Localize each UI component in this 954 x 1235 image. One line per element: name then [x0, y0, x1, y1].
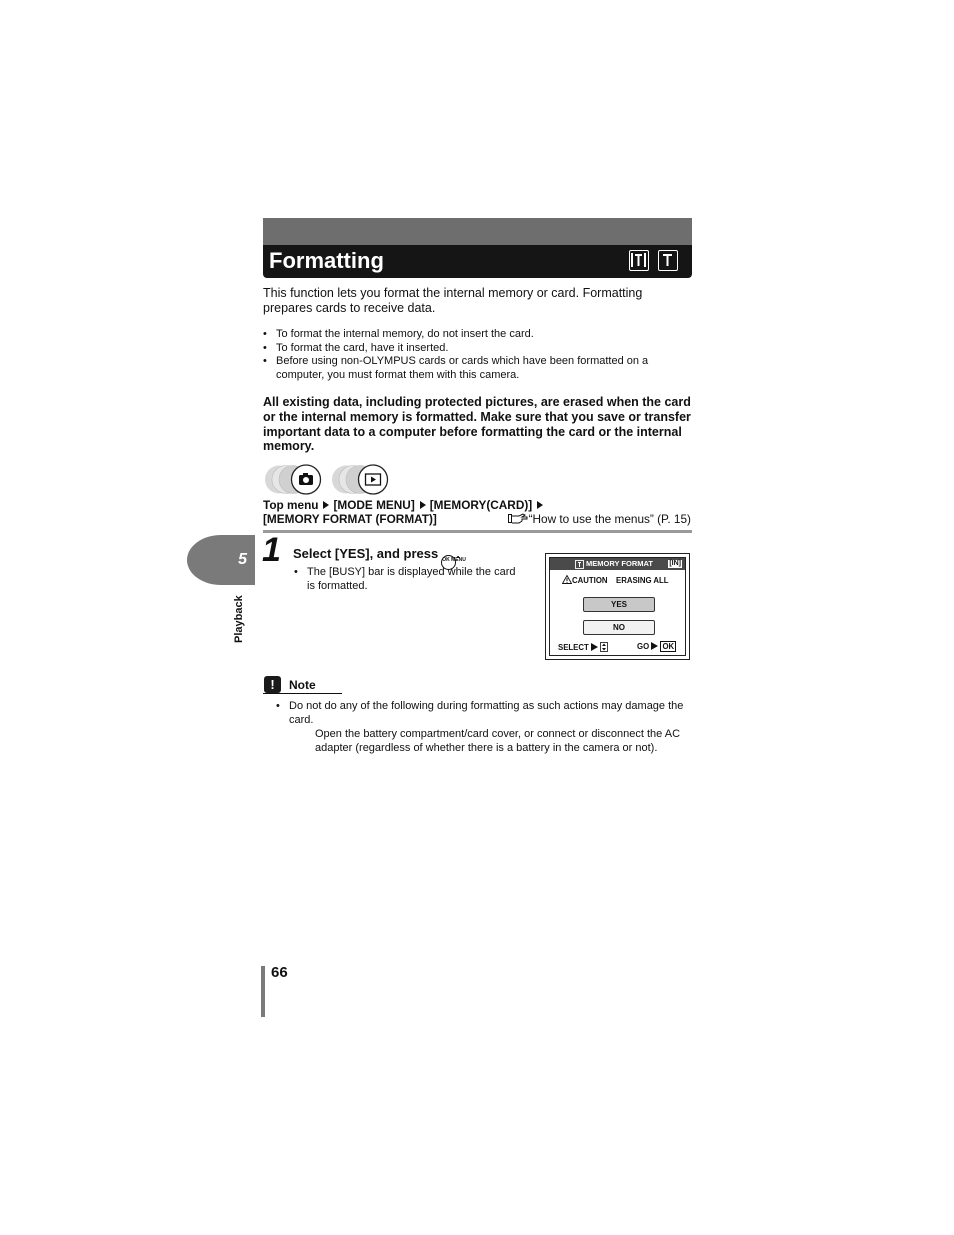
no-button[interactable]: NO: [583, 620, 655, 635]
lcd-memory-badge: [IN]: [669, 560, 681, 567]
yes-button[interactable]: YES: [583, 597, 655, 612]
lcd-header: [550, 558, 685, 570]
step-number: 1: [262, 531, 281, 569]
lcd-screen: [545, 553, 690, 660]
note-subtext: Open the battery compartment/card cover, or connect or disconnect the AC adapter (regardless of whether there is a battery in the camera or not).: [315, 728, 681, 754]
reference-hand-icon: [508, 513, 528, 524]
reference-text: “How to use the menus” (P. 15): [528, 512, 691, 526]
ok-menu-button-icon: OK MENU: [441, 555, 456, 570]
arrow-right-icon: [591, 643, 598, 651]
chapter-label: Playback: [233, 595, 245, 643]
arrow-right-icon: [420, 501, 426, 509]
arrow-right-icon: [651, 642, 658, 650]
menu-path-mode: [MODE MENU]: [333, 498, 415, 512]
internal-memory-icon: [629, 250, 649, 271]
divider: [263, 530, 692, 533]
page-title: Formatting: [269, 248, 384, 273]
lcd-ok-badge: OK: [662, 642, 675, 651]
intro-paragraph: This function lets you format the internal memory or card. Formatting prepares cards to receive data.: [263, 286, 643, 315]
menu-path-line-2: [263, 512, 437, 526]
internal-memory-icon: [575, 560, 584, 569]
warning-paragraph: All existing data, including protected pictures, are erased when the card or the internal memory is formatted. Make sure that you save or transfer important data to a computer before formatting the card or the internal memory.: [263, 395, 691, 454]
menu-path-memory-card: [MEMORY(CARD)]: [429, 498, 533, 512]
note-label: Note: [289, 678, 316, 692]
list-item: • The [BUSY] bar is displayed while the card is formatted.: [294, 566, 519, 593]
card-memory-icon: [658, 250, 678, 271]
list-item: • Do not do any of the following during formatting as such actions may damage the card.: [276, 700, 696, 727]
page-reference: [508, 512, 691, 526]
chapter-tab: [187, 535, 255, 585]
up-down-arrows-icon: [600, 642, 608, 652]
note-underline: [263, 693, 342, 694]
title-bar-top: [263, 218, 692, 245]
lcd-frame: [549, 557, 686, 656]
note-alert-icon: !: [264, 676, 281, 693]
lcd-header-title: MEMORY FORMAT: [586, 559, 653, 568]
playback-mode-icon: [331, 464, 393, 495]
menu-path-memory-format: [MEMORY FORMAT (FORMAT)]: [263, 512, 437, 526]
chapter-number: 5: [238, 551, 247, 568]
lcd-select-text: SELECT: [558, 643, 589, 652]
caution-icon: [562, 575, 572, 584]
list-item: • Before using non-OLYMPUS cards or cards which have been formatted on a computer, you must format them with this camera.: [263, 355, 693, 382]
menu-path-line-1: [263, 498, 547, 512]
lcd-erasing-text: ERASING ALL: [616, 576, 669, 585]
shooting-mode-icon: [264, 464, 326, 495]
arrow-right-icon: [323, 501, 329, 509]
list-item: • To format the card, have it inserted.: [263, 342, 693, 356]
lcd-select-hint: [558, 642, 608, 653]
lcd-go-hint: [637, 642, 676, 652]
menu-path-top: Top menu: [263, 498, 319, 512]
list-item: • To format the internal memory, do not insert the card.: [263, 328, 693, 342]
arrow-right-icon: [537, 501, 543, 509]
step-title-text: Select [YES], and press: [293, 546, 439, 561]
lcd-caution-text: CAUTION: [572, 576, 608, 585]
step-title-end: .: [456, 546, 460, 561]
page-number-bar: [261, 966, 265, 1017]
bullet-list: [263, 328, 693, 382]
lcd-go-text: GO: [637, 642, 650, 651]
title-bar: [263, 245, 692, 278]
step-bullets: [294, 566, 519, 593]
page-number: 66: [271, 964, 288, 981]
note-bullets: [276, 700, 696, 727]
